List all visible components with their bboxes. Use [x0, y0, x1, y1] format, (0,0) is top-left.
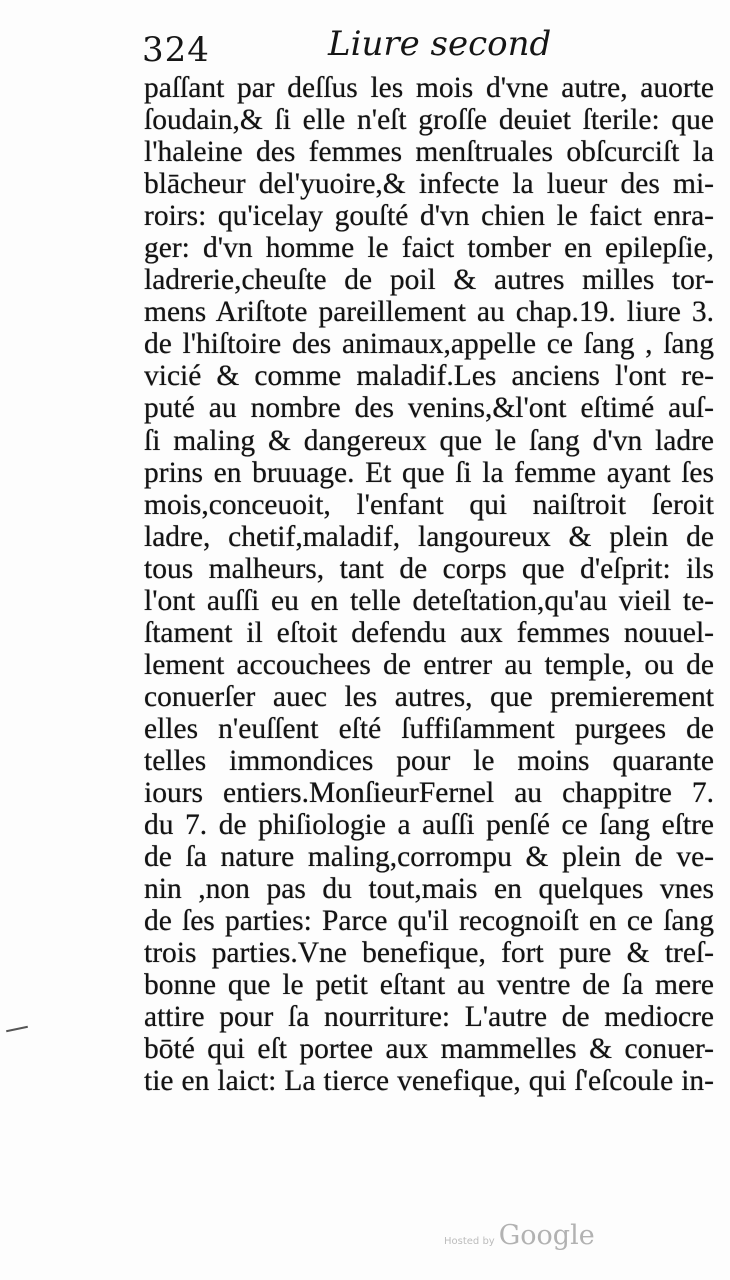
text-line: conuerſer auec les autres, que premierement	[144, 680, 714, 713]
text-line: prins en bruuage. Et que ſi la femme ayant ſes	[144, 456, 714, 489]
text-line: blācheur del'yuoire,& infecte la lueur des mi-	[144, 168, 714, 201]
text-line: bōté qui eſt portee aux mammelles & conuer-	[144, 1033, 714, 1066]
text-line: tie en laict: La tierce venefique, qui ſ'eſcoule in-	[144, 1065, 714, 1098]
text-line: de l'hiſtoire des animaux,appelle ce ſang , ſang	[144, 328, 714, 361]
body-text	[144, 72, 714, 1162]
text-line: vicié & comme maladif.Les anciens l'ont re-	[144, 360, 714, 393]
text-line: l'ont auſſi eu en telle deteſtation,qu'au vieil te-	[144, 584, 714, 617]
text-line: mois,conceuoit, l'enfant qui naiſtroit ſeroit	[144, 488, 714, 521]
text-line: de ſes parties: Parce qu'il recognoiſt en ce ſang	[144, 905, 714, 938]
text-line: iours entiers.MonſieurFernel au chappitre 7.	[144, 777, 714, 810]
watermark-brand: Google	[498, 1220, 595, 1251]
text-line: ladre, chetif,maladif, langoureux & plein de	[144, 520, 714, 553]
text-line: de ſa nature maling,corrompu & plein de ve-	[144, 841, 714, 874]
text-line: trois parties.Vne benefique, fort pure & treſ-	[144, 937, 714, 970]
text-line: nin ,non pas du tout,mais en quelques vnes	[144, 873, 714, 906]
text-line: tous malheurs, tant de corps que d'eſprit: ils	[144, 552, 714, 585]
watermark-prefix: Hosted by	[444, 1236, 495, 1247]
margin-mark	[6, 1026, 28, 1033]
text-line: mens Ariſtote pareillement au chap.19. liure 3.	[144, 296, 714, 329]
page-header	[132, 18, 592, 70]
text-line: ladrerie,cheuſte de poil & autres milles tor-	[144, 264, 714, 297]
text-line: telles immondices pour le moins quarante	[144, 744, 714, 777]
text-line: roirs: qu'icelay gouſté d'vn chien le faict enra-	[144, 200, 714, 233]
text-line: ſoudain,& ſi elle n'eſt groſſe deuiet ſterile: que	[144, 104, 714, 137]
text-line: lement accouchees de entrer au temple, ou de	[144, 648, 714, 681]
text-line: ſi maling & dangereux que le ſang d'vn ladre	[144, 424, 714, 457]
hosted-by-watermark	[444, 1220, 595, 1251]
text-line: l'haleine des femmes menſtruales obſcurciſt la	[144, 136, 714, 169]
running-head: Liure second	[328, 24, 552, 64]
text-line: puté au nombre des venins,&l'ont eſtimé auſ-	[144, 392, 714, 425]
text-line: bonne que le petit eſtant au ventre de ſa mere	[144, 969, 714, 1002]
text-line: ſtament il eſtoit defendu aux femmes nouuel-	[144, 616, 714, 649]
text-line: paſſant par deſſus les mois d'vne autre, auorte	[144, 72, 714, 104]
text-line: elles n'euſſent eſté ſuffiſamment purgees de	[144, 712, 714, 745]
text-line: du 7. de phiſiologie a auſſi penſé ce ſang eſtre	[144, 809, 714, 842]
text-line: attire pour ſa nourriture: L'autre de mediocre	[144, 1001, 714, 1034]
page-number: 324	[142, 30, 210, 70]
text-line: ger: d'vn homme le faict tomber en epilepſie,	[144, 232, 714, 265]
